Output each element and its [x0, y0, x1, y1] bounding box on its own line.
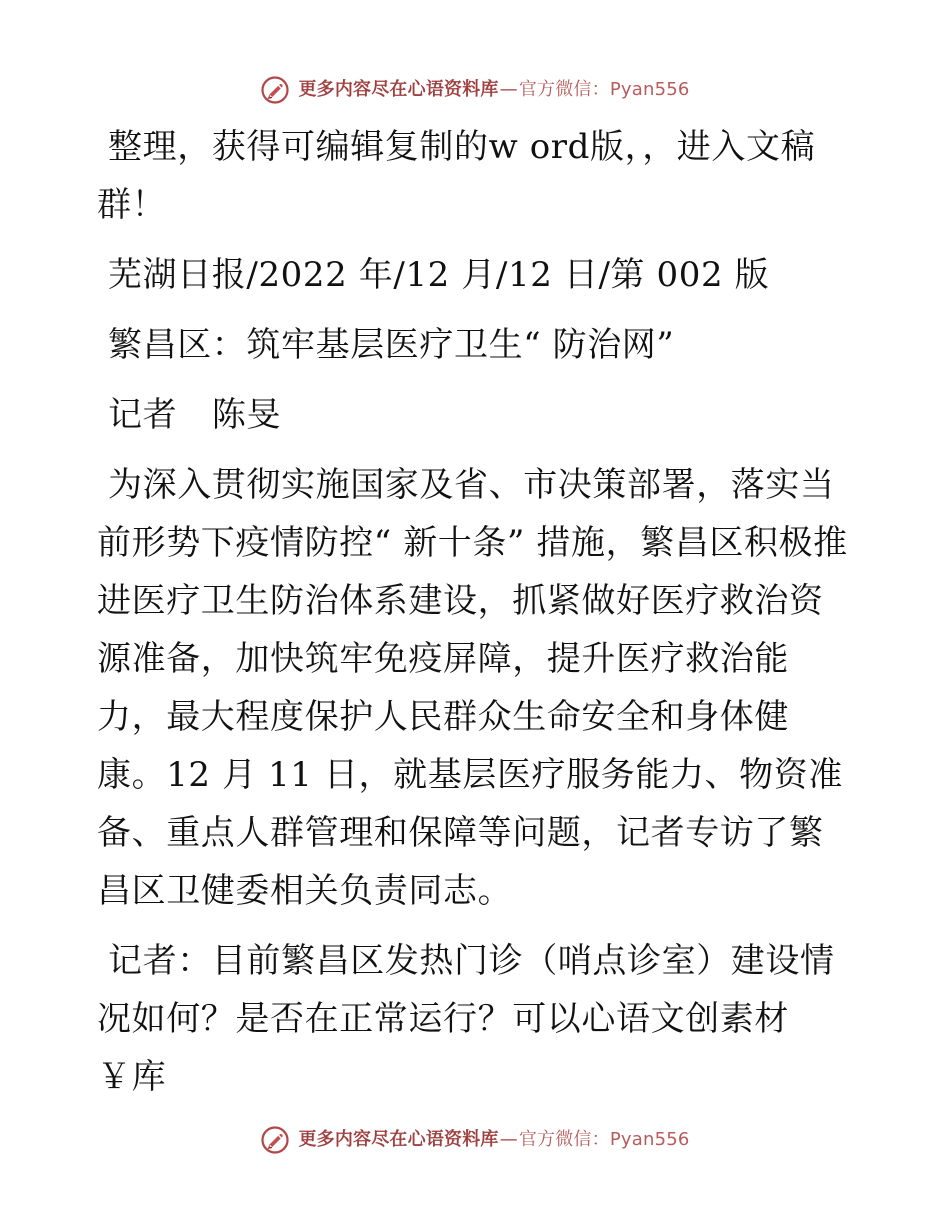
- watermark-wechat: 官方微信：Pyan556: [518, 1129, 690, 1150]
- watermark-separator: —: [499, 1129, 518, 1150]
- body-paragraph-2: 记者：目前繁昌区发热门诊（哨点诊室）建设情况如何？是否在正常运行？可以心语文创素材￥库: [97, 941, 835, 1097]
- body-paragraph-1: 为深入贯彻实施国家及省、市决策部署，落实当前形势下疫情防控“ 新十条” 措施，繁昌区积极推进医疗卫生防治体系建设，抓紧做好医疗救治资源准备，加快筑牢免疫屏障，提升医疗救治能力，最大程度保护人民群众生命安全和身体健康。12 月 11 日，就基层医疗服务能力、物资准备、重点人群管理和保障等问题，记者专访了繁昌区卫健委相关负责同志。: [97, 465, 848, 911]
- watermark-text: [298, 81, 689, 99]
- author-line: [97, 386, 853, 444]
- article-title: 繁昌区：筑牢基层医疗卫生“ 防治网”: [108, 325, 675, 365]
- watermark-separator: —: [499, 79, 518, 100]
- intro-line: 整理，获得可编辑复制的w ord版，，进入文稿群！: [97, 127, 816, 225]
- watermark-text: [298, 1131, 689, 1149]
- watermark-brand: 更多内容尽在心语资料库: [298, 1129, 499, 1150]
- pen-logo-icon: [260, 75, 290, 105]
- pen-logo-icon: [260, 1125, 290, 1155]
- author-label: 记者: [108, 395, 178, 435]
- top-watermark: [0, 70, 950, 110]
- source-line: 芜湖日报/2022 年/12 月/12 日/第 002 版: [108, 255, 770, 295]
- watermark-wechat: 官方微信：Pyan556: [518, 79, 690, 100]
- watermark-brand: 更多内容尽在心语资料库: [298, 79, 499, 100]
- author-name: 陈旻: [211, 395, 282, 435]
- article-content: [97, 118, 853, 1106]
- author-gap: [177, 395, 212, 435]
- bottom-watermark: [0, 1120, 950, 1160]
